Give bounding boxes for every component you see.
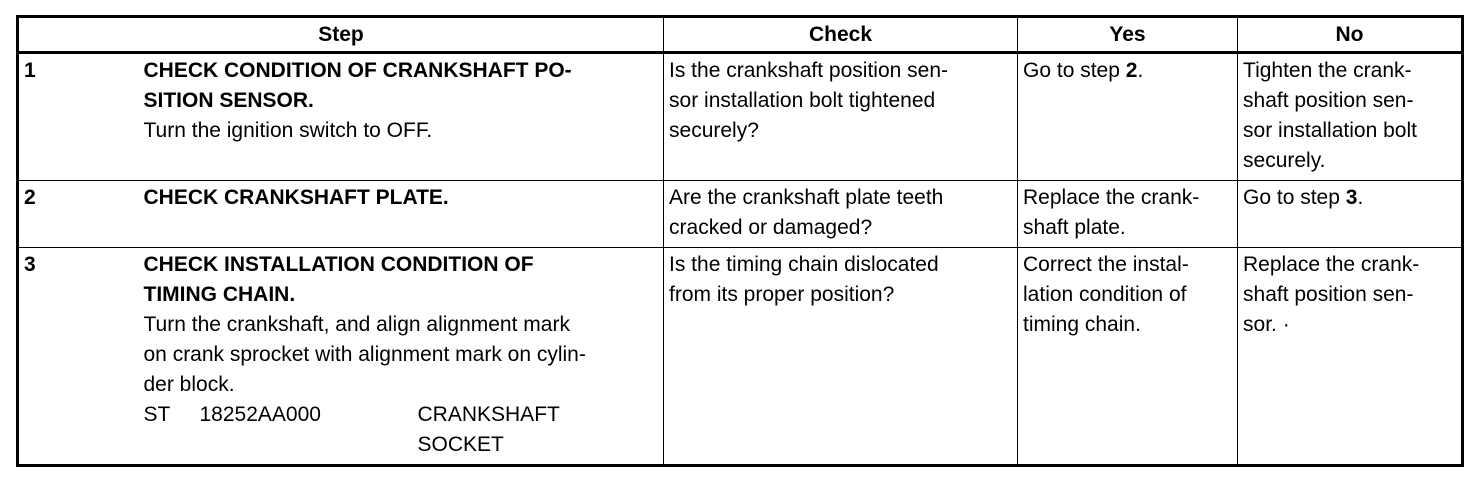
yes-text: Go to step <box>1023 59 1126 82</box>
step-detail-line: Turn the ignition switch to OFF. <box>143 119 433 142</box>
step-title-line: CHECK CONDITION OF CRANKSHAFT PO- <box>143 59 572 82</box>
no-line: sor installation bolt <box>1243 119 1417 142</box>
check-line: from its proper position? <box>669 283 895 306</box>
table-header-row <box>18 17 1463 53</box>
check-cell <box>664 248 1018 466</box>
step-cell <box>139 53 664 181</box>
no-line: shaft position sen- <box>1243 89 1414 112</box>
yes-line: shaft plate. <box>1023 216 1126 239</box>
yes-step-ref: 2 <box>1125 59 1138 82</box>
yes-cell <box>1018 53 1238 181</box>
step-detail-line: on crank sprocket with alignment mark on cylin- <box>143 343 586 366</box>
check-cell <box>664 53 1018 181</box>
check-cell <box>664 181 1018 248</box>
table-row <box>18 248 1463 466</box>
check-line: Are the crankshaft plate teeth <box>669 186 944 209</box>
no-text: Go to step <box>1243 186 1346 209</box>
yes-line: Correct the instal- <box>1023 253 1189 276</box>
check-line: Is the crankshaft position sen- <box>669 59 948 82</box>
header-step: Step <box>18 17 664 53</box>
no-cell <box>1238 181 1463 248</box>
step-title-line: TIMING CHAIN. <box>143 283 296 306</box>
header-no: No <box>1238 17 1463 53</box>
tool-name-line: CRANKSHAFT <box>417 403 560 426</box>
check-line: sor installation bolt tightened <box>669 89 936 112</box>
step-detail-line: Turn the crankshaft, and align alignment mark <box>143 313 570 336</box>
special-tool-row <box>144 400 659 460</box>
tool-name <box>418 400 659 460</box>
no-suffix: . <box>1357 186 1364 209</box>
step-title-line: CHECK INSTALLATION CONDITION OF <box>143 253 534 276</box>
tool-name-line: SOCKET <box>417 433 504 456</box>
no-line: Tighten the crank- <box>1243 59 1412 82</box>
yes-line: timing chain. <box>1023 313 1141 336</box>
yes-cell <box>1018 248 1238 466</box>
step-detail-line: der block. <box>143 373 235 396</box>
header-check: Check <box>664 17 1018 53</box>
no-step-ref: 3 <box>1345 186 1358 209</box>
yes-line: Replace the crank- <box>1023 186 1200 209</box>
step-cell <box>139 248 664 466</box>
step-number: 1 <box>18 53 139 181</box>
step-number: 3 <box>18 248 139 466</box>
yes-suffix: . <box>1137 59 1144 82</box>
check-line: cracked or damaged? <box>669 216 873 239</box>
yes-cell <box>1018 181 1238 248</box>
no-cell <box>1238 53 1463 181</box>
header-yes: Yes <box>1018 17 1238 53</box>
no-cell <box>1238 248 1463 466</box>
step-title-line: SITION SENSOR. <box>143 89 314 112</box>
no-line: securely. <box>1243 149 1326 172</box>
diagnostic-table <box>16 15 1464 467</box>
step-cell <box>139 181 664 248</box>
table-row <box>18 181 1463 248</box>
step-title-line: CHECK CRANKSHAFT PLATE. <box>143 186 449 209</box>
yes-line: lation condition of <box>1023 283 1187 306</box>
step-number: 2 <box>18 181 139 248</box>
no-line: sor. · <box>1243 313 1290 336</box>
no-line: shaft position sen- <box>1243 283 1414 306</box>
no-line: Replace the crank- <box>1243 253 1420 276</box>
tool-part-number: 18252AA000 <box>199 403 321 426</box>
table-row <box>18 53 1463 181</box>
tool-code: ST <box>143 403 171 426</box>
check-line: Is the timing chain dislocated <box>669 253 939 276</box>
check-line: securely? <box>669 119 759 142</box>
